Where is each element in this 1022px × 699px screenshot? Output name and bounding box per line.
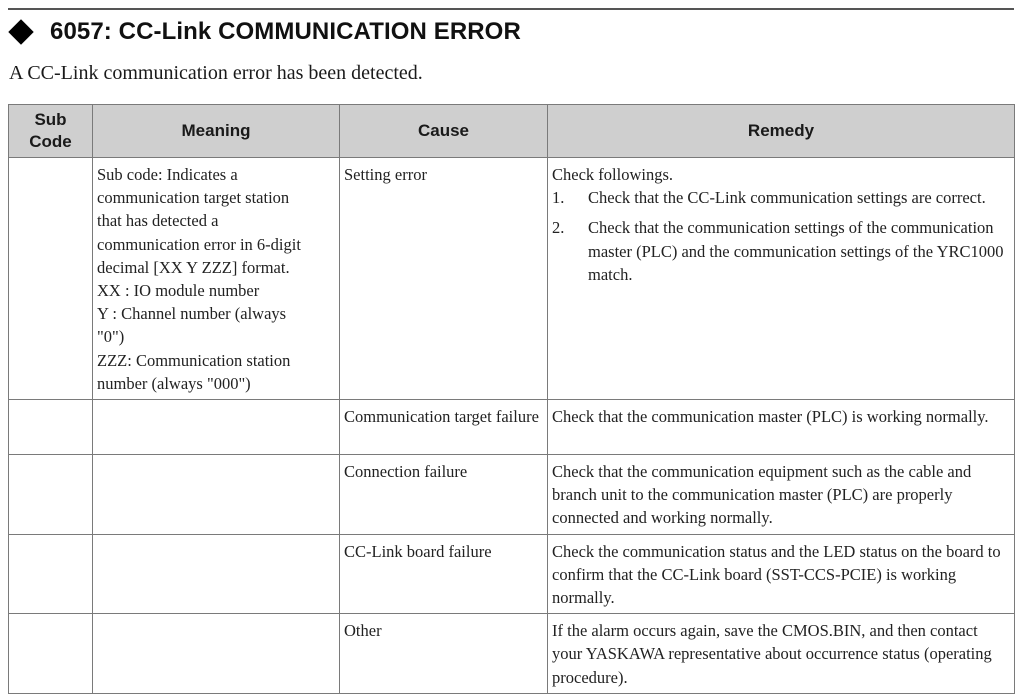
meaning-cell <box>93 455 340 535</box>
cause-cell: Other <box>340 614 548 694</box>
remedy-step-number: 1. <box>552 188 565 208</box>
remedy-step-text: Check that the CC-Link communication settings are correct. <box>588 188 986 208</box>
sub-code-cell <box>9 534 93 614</box>
remedy-intro: Check followings. <box>552 165 673 184</box>
meaning-line: communication error in 6-digit <box>97 234 301 254</box>
meaning-cell <box>93 534 340 614</box>
meaning-line: decimal [XX Y ZZZ] format. <box>97 257 290 277</box>
remedy-step <box>552 216 1010 286</box>
column-header-remedy: Remedy <box>548 105 1015 158</box>
meaning-cell <box>93 614 340 694</box>
remedy-cell: Check the communication status and the LED status on the board to confirm that the CC-Link board (SST-CCS-PCIE) is working normally. <box>548 534 1015 614</box>
meaning-line: number (always "000") <box>97 373 251 393</box>
column-header-sub-code-label: Sub Code <box>29 110 72 151</box>
sub-code-cell <box>9 614 93 694</box>
cause-cell: CC-Link board failure <box>340 534 548 614</box>
meaning-line: communication target station <box>97 188 290 208</box>
remedy-step <box>552 186 1010 209</box>
remedy-cell: If the alarm occurs again, save the CMOS.BIN, and then contact your YASKAWA representative about occurrence status (operating procedure). <box>548 614 1015 694</box>
table-row <box>9 158 1015 400</box>
meaning-line: Y : Channel number (always <box>97 304 287 324</box>
table-header-row <box>9 105 1015 158</box>
remedy-cell <box>548 158 1015 400</box>
remedy-step-text: Check that the communication settings of the communication master (PLC) and the communication settings of the YRC1000 match. <box>588 218 1004 284</box>
sub-code-cell <box>9 455 93 535</box>
page-title: 6057: CC-Link COMMUNICATION ERROR <box>50 18 521 45</box>
meaning-line: ZZZ: Communication station <box>97 350 291 370</box>
table-row <box>9 614 1015 694</box>
remedy-cell: Check that the communication equipment such as the cable and branch unit to the communication master (PLC) are properly connected and working normally. <box>548 455 1015 535</box>
cause-cell: Connection failure <box>340 455 548 535</box>
top-rule <box>8 8 1014 10</box>
remedy-step-number: 2. <box>552 218 565 238</box>
meaning-line: "0") <box>97 327 125 347</box>
sub-code-cell <box>9 158 93 400</box>
section-heading <box>6 15 521 49</box>
remedy-cell: Check that the communication master (PLC) is working normally. <box>548 400 1015 455</box>
column-header-cause: Cause <box>340 105 548 158</box>
cause-cell: Setting error <box>340 158 548 400</box>
table-row <box>9 455 1015 535</box>
table-row <box>9 400 1015 455</box>
alarm-table <box>8 104 1015 694</box>
column-header-meaning: Meaning <box>93 105 340 158</box>
alarm-description: A CC-Link communication error has been detected. <box>9 62 423 84</box>
table-row <box>9 534 1015 614</box>
diamond-bullet-icon <box>8 19 33 44</box>
meaning-line: Sub code: Indicates a <box>97 165 238 184</box>
meaning-cell <box>93 158 340 400</box>
meaning-cell <box>93 400 340 455</box>
meaning-line: XX : IO module number <box>97 281 260 301</box>
meaning-line: that has detected a <box>97 211 219 231</box>
column-header-sub-code <box>9 105 93 158</box>
sub-code-cell <box>9 400 93 455</box>
cause-cell: Communication target failure <box>340 400 548 455</box>
